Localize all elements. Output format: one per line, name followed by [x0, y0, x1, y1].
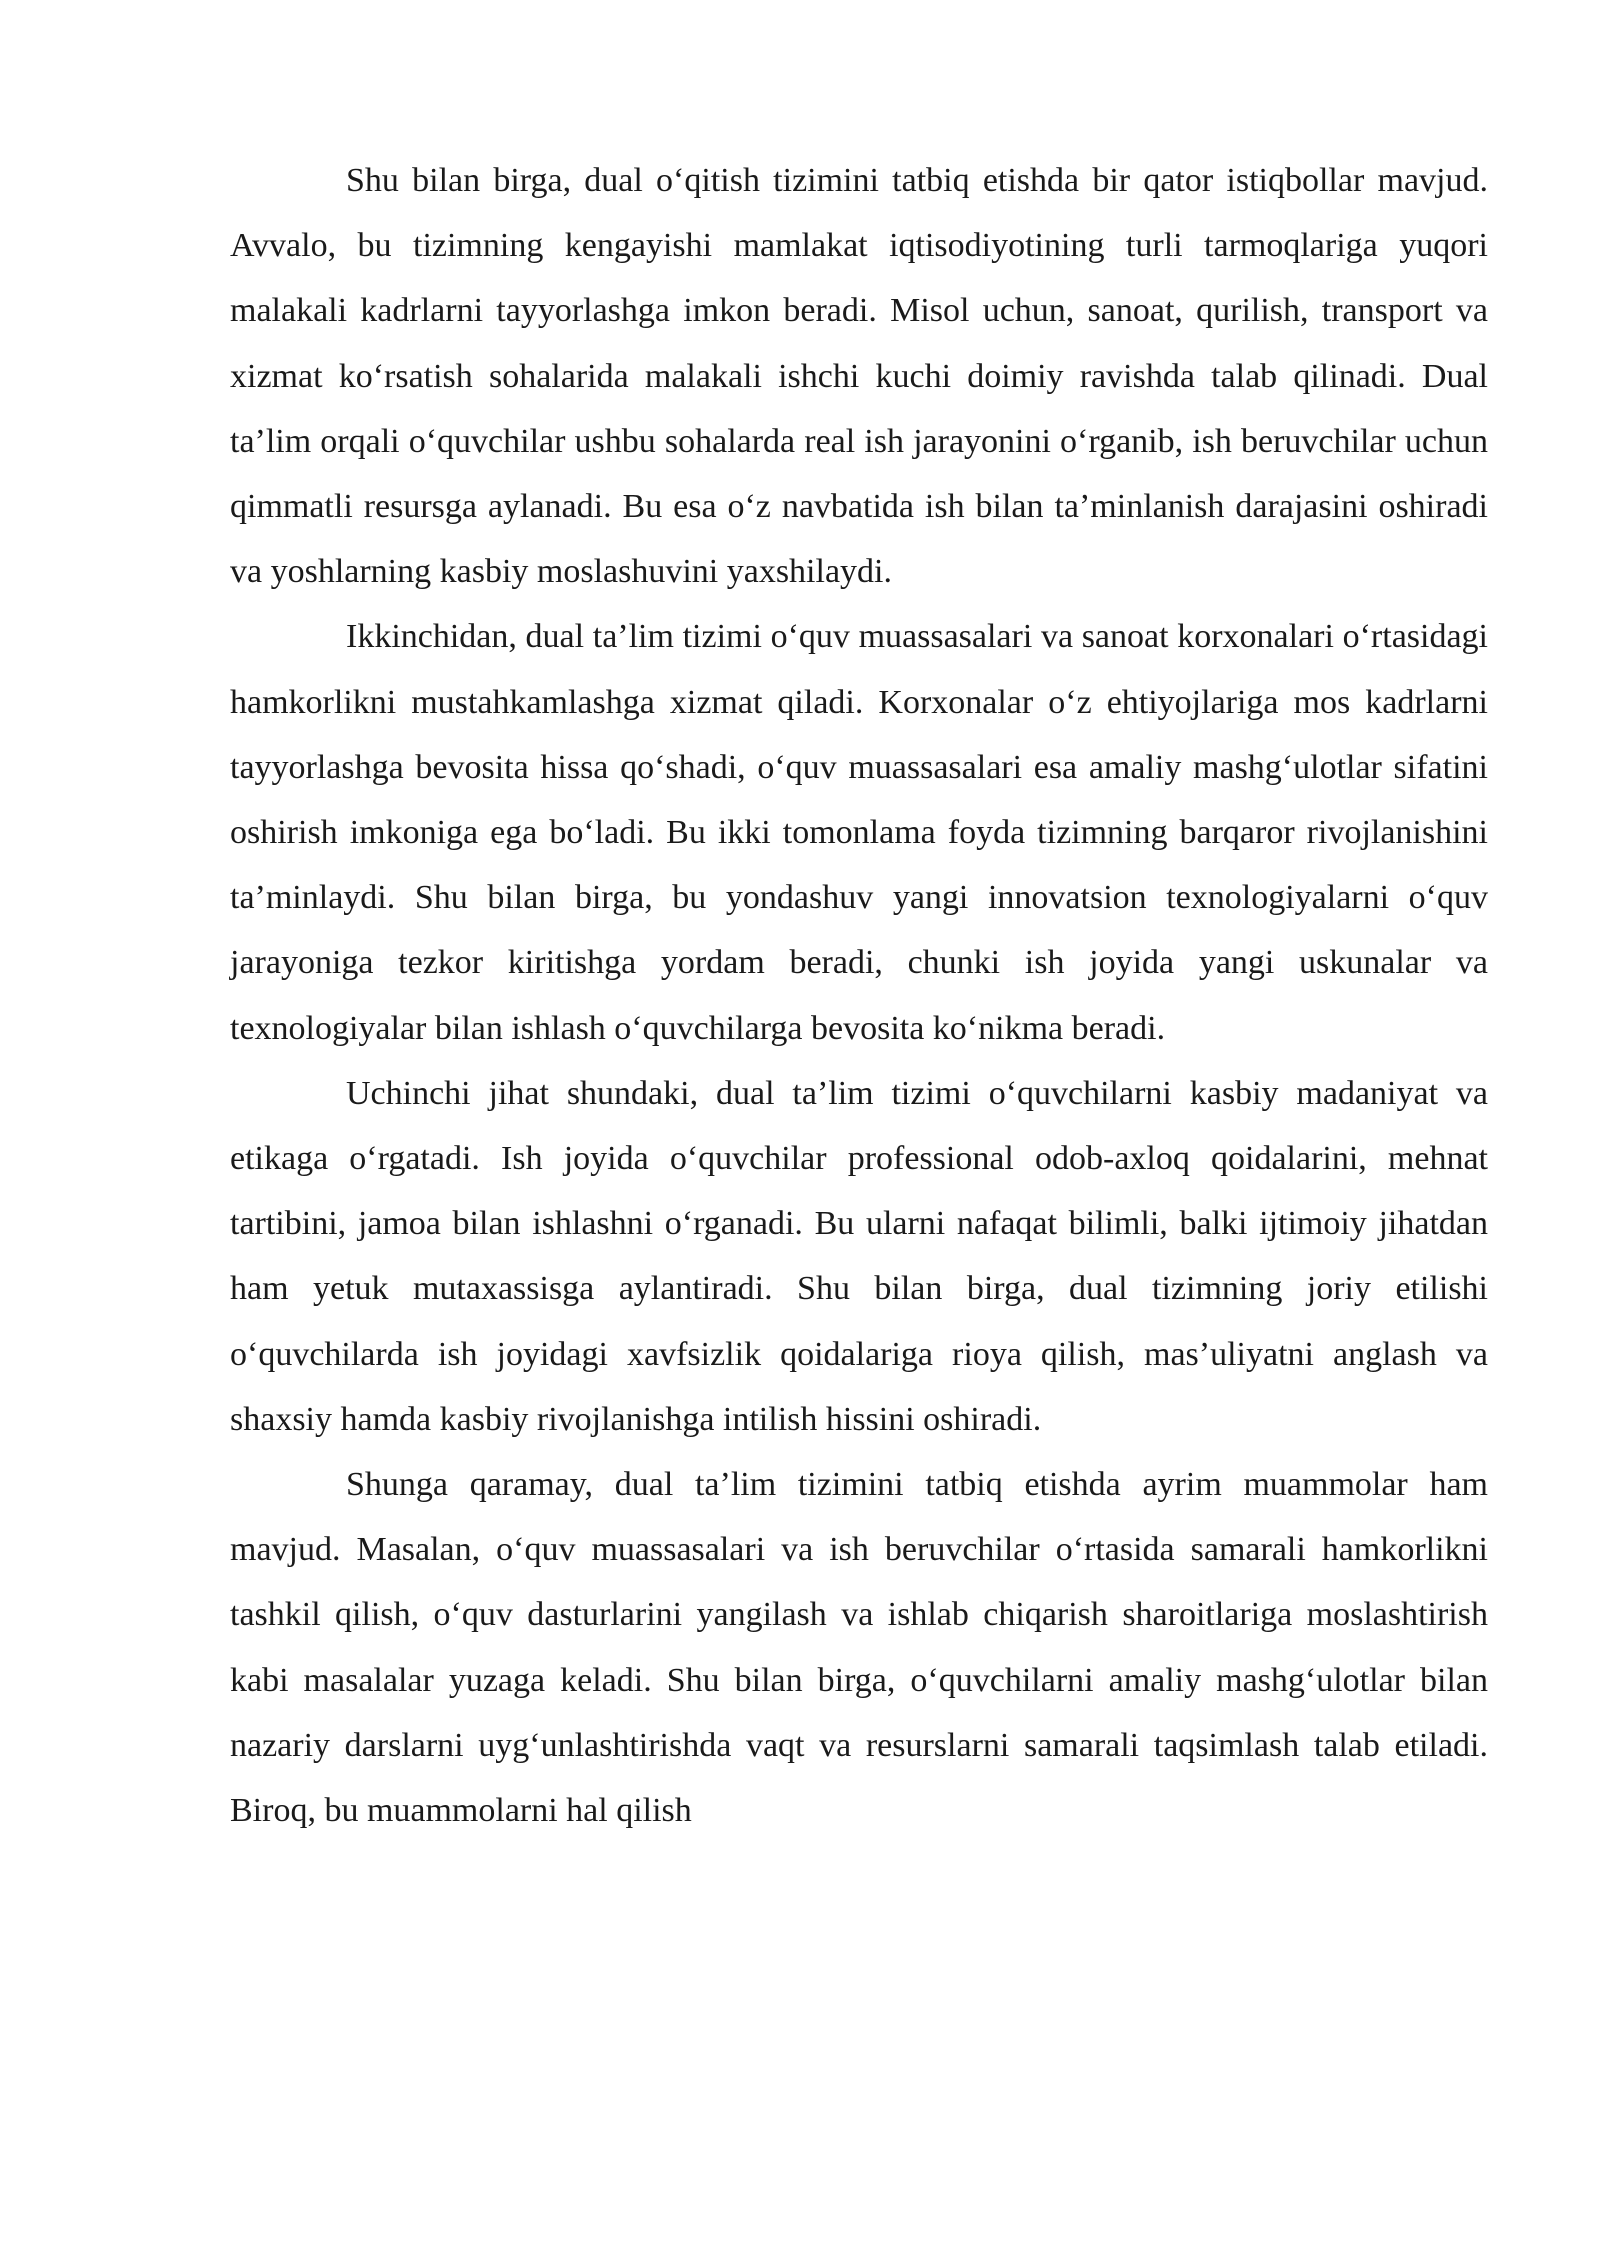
paragraph-problems: Shunga qaramay, dual ta’lim tizimini tatbiq etishda ayrim muammolar ham mavjud. Masalan, o‘quv muassasalari va ish beruvchilar o‘rtasida samarali hamkorlikni tashkil qilish, o‘quv dasturlarini yangilash va ishlab chiqarish sharoitlariga moslashtirish kabi masalalar yuzaga keladi. Shu bilan birga, o‘quvchilarni amaliy mashg‘ulotlar bilan nazariy darslarni uyg‘unlashtirishda vaqt va resurslarni samarali taqsimlash talab etiladi. Biroq, bu muammolarni hal qilish: [230, 1466, 1488, 1830]
document-body: [230, 148, 1488, 1843]
paragraph-cooperation: Ikkinchidan, dual ta’lim tizimi o‘quv muassasalari va sanoat korxonalari o‘rtasidagi hamkorlikni mustahkamlashga xizmat qiladi. Korxonalar o‘z ehtiyojlariga mos kadrlarni tayyorlashga bevosita hissa qo‘shadi, o‘quv muassasalari esa amaliy mashg‘ulotlar sifatini oshirish imkoniga ega bo‘ladi. Bu ikki tomonlama foyda tizimning barqaror rivojlanishini ta’minlaydi. Shu bilan birga, bu yondashuv yangi innovatsion texnologiyalarni o‘quv jarayoniga tezkor kiritishga yordam beradi, chunki ish joyida yangi uskunalar va texnologiyalar bilan ishlash o‘quvchilarga bevosita ko‘nikma beradi.: [230, 618, 1488, 1047]
paragraph-prospects: Shu bilan birga, dual o‘qitish tizimini tatbiq etishda bir qator istiqbollar mavjud. Avvalo, bu tizimning kengayishi mamlakat iqtisodiyotining turli tarmoqlariga yuqori malakali kadrlarni tayyorlashga imkon beradi. Misol uchun, sanoat, qurilish, transport va xizmat ko‘rsatish sohalarida malakali ishchi kuchi doimiy ravishda talab qilinadi. Dual ta’lim orqali o‘quvchilar ushbu sohalarda real ish jarayonini o‘rganib, ish beruvchilar uchun qimmatli resursga aylanadi. Bu esa o‘z navbatida ish bilan ta’minlanish darajasini oshiradi va yoshlarning kasbiy moslashuvini yaxshilaydi.: [230, 162, 1488, 591]
paragraph-professional-culture: Uchinchi jihat shundaki, dual ta’lim tizimi o‘quvchilarni kasbiy madaniyat va etikaga o‘rgatadi. Ish joyida o‘quvchilar professional odob-axloq qoidalarini, mehnat tartibini, jamoa bilan ishlashni o‘rganadi. Bu ularni nafaqat bilimli, balki ijtimoiy jihatdan ham yetuk mutaxassisga aylantiradi. Shu bilan birga, dual tizimning joriy etilishi o‘quvchilarda ish joyidagi xavfsizlik qoidalariga rioya qilish, mas’uliyatni anglash va shaxsiy hamda kasbiy rivojlanishga intilish hissini oshiradi.: [230, 1074, 1488, 1438]
